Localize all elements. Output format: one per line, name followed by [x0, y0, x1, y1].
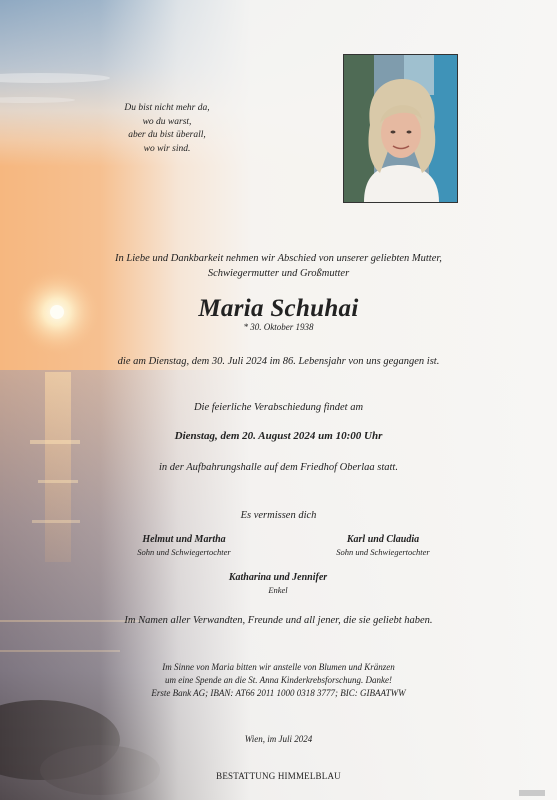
mourner-center	[178, 572, 378, 595]
intro-line-1: In Liebe und Dankbarkeit nehmen wir Abschied von unserer geliebten Mutter,	[115, 253, 442, 264]
mourner-name: Karl und Claudia	[346, 534, 420, 545]
mourner-left	[84, 534, 284, 557]
mourner-name: Helmut und Martha	[142, 534, 226, 545]
donation-text	[0, 661, 557, 700]
ceremony-date: Dienstag, dem 20. August 2024 um 10:00 Uhr	[174, 430, 383, 442]
poem	[92, 102, 242, 156]
mourners-heading: Es vermissen dich	[240, 510, 317, 521]
birth-date: * 30. Oktober 1938	[243, 322, 314, 332]
deceased-name: Maria Schuhai	[198, 295, 359, 322]
intro-text	[0, 251, 557, 281]
donation-line: Erste Bank AG; IBAN: AT66 2011 1000 0318 3777; BIC: GIBAATWW	[151, 688, 406, 698]
mourner-role: Enkel	[268, 585, 288, 595]
closing-text: Im Namen aller Verwandten, Freunde und all jener, die sie geliebt haben.	[124, 615, 433, 626]
intro-line-2: Schwiegermutter und Großmutter	[207, 268, 350, 279]
donation-line: Im Sinne von Maria bitten wir anstelle von Blumen und Kränzen	[162, 662, 395, 672]
poem-line: wo du warst,	[142, 116, 192, 127]
corner-mark	[519, 790, 545, 796]
place-date: Wien, im Juli 2024	[244, 734, 313, 744]
poem-line: Du bist nicht mehr da,	[124, 103, 210, 113]
portrait-photo	[343, 54, 458, 203]
ceremony-place: in der Aufbahrungshalle auf dem Friedhof Oberlaa statt.	[159, 462, 398, 473]
donation-line: um eine Spende an die St. Anna Kinderkrebsforschung. Danke!	[165, 675, 392, 685]
poem-line: wo wir sind.	[143, 143, 191, 154]
mourner-role: Sohn und Schwiegertochter	[336, 547, 430, 557]
ceremony-intro: Die feierliche Verabschiedung findet am	[193, 402, 364, 413]
mourner-right	[283, 534, 483, 557]
poem-line: aber du bist überall,	[128, 130, 206, 140]
mourner-role: Sohn und Schwiegertochter	[137, 547, 231, 557]
death-text: die am Dienstag, dem 30. Juli 2024 im 86. Lebensjahr von uns gegangen ist.	[117, 356, 440, 367]
undertaker-name: BESTATTUNG HIMMELBLAU	[216, 771, 341, 781]
mourner-name: Katharina und Jennifer	[228, 572, 328, 583]
